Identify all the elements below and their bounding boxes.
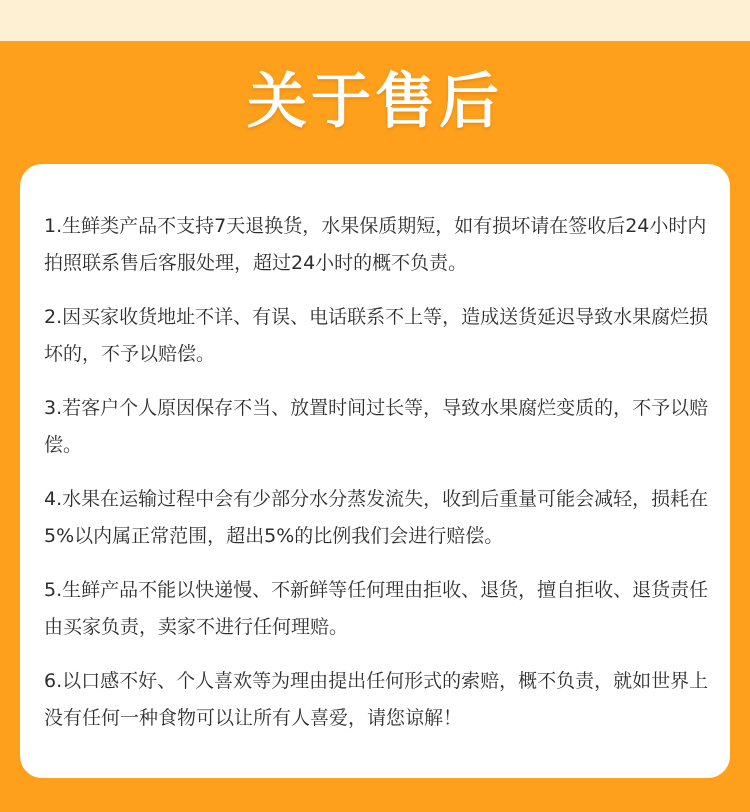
rule-item: 4.水果在运输过程中会有少部分水分蒸发流失，收到后重量可能会减轻，损耗在5%以内属正常范围，超出5%的比例我们会进行赔偿。	[44, 488, 709, 547]
rule-item: 1.生鲜类产品不支持7天退换货，水果保质期短，如有损坏请在签收后24小时内拍照联系售后客服处理，超过24小时的概不负责。	[44, 215, 707, 274]
rule-item: 3.若客户个人原因保存不当、放置时间过长等，导致水果腐烂变质的，不予以赔偿。	[44, 397, 709, 456]
rule-item: 5.生鲜产品不能以快递慢、不新鲜等任何理由拒收、退货，擅自拒收、退货责任由买家负责，卖家不进行任何理赔。	[44, 579, 709, 638]
page-title: 关于售后	[247, 67, 503, 137]
after-sales-card	[20, 164, 730, 778]
rule-item: 2.因买家收货地址不详、有误、电话联系不上等，造成送货延迟导致水果腐烂损坏的，不予以赔偿。	[44, 306, 709, 365]
top-strip	[0, 0, 750, 41]
rule-item: 6.以口感不好、个人喜欢等为理由提出任何形式的索赔，概不负责，就如世界上没有任何一种食物可以让所有人喜爱，请您谅解！	[44, 670, 709, 729]
